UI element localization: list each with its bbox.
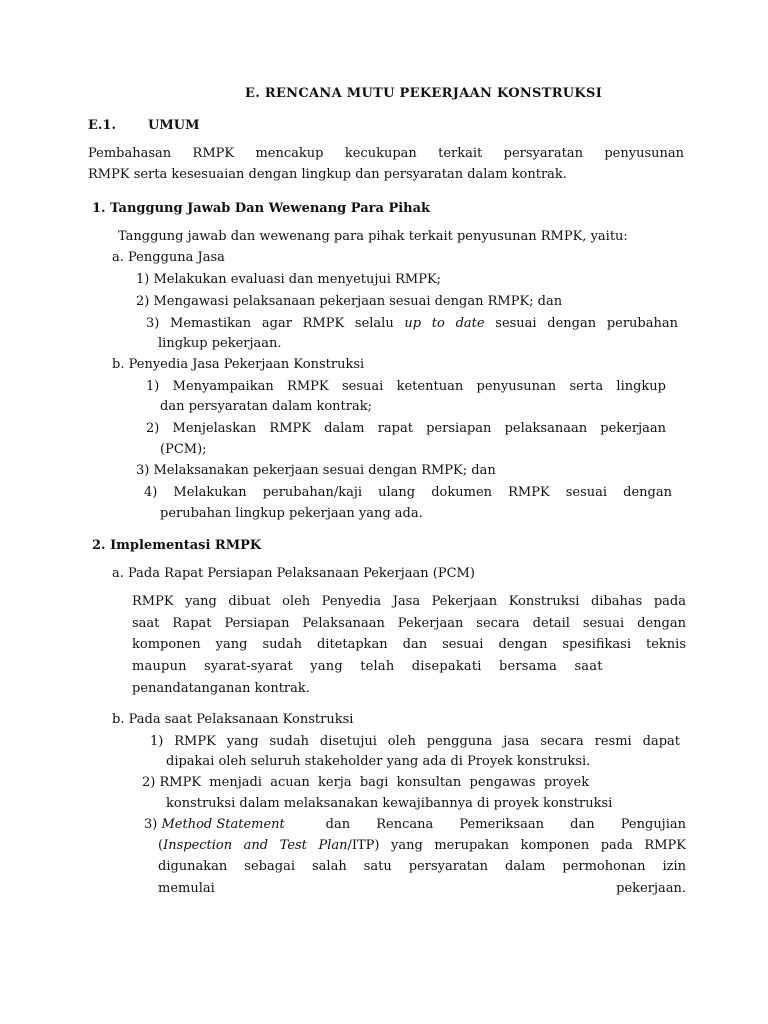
part2-b-item-3-line-2-text: /ITP) yang merupakan komponen pada RMPK (347, 838, 686, 853)
part1-a-label: a. Pengguna Jasa (112, 250, 225, 265)
part1-b-label: b. Penyedia Jasa Pekerjaan Konstruksi (112, 357, 365, 372)
part2-b-item-3 (144, 817, 686, 833)
part2-b-item-3-line-4-end: pekerjaan. (616, 881, 686, 896)
part1-b-item-1-cont: dan persyaratan dalam kontrak; (160, 399, 372, 414)
part2-a-para-line-2: saat Rapat Persiapan Pelaksanaan Pekerjaan secara detail sesuai dengan (132, 616, 686, 631)
part2-b-item-3-line-2-emphasis: Inspection and Test Plan (163, 838, 348, 853)
part2-b-label: b. Pada saat Pelaksanaan Konstruksi (112, 712, 354, 727)
part1-heading: 1. Tanggung Jawab Dan Wewenang Para Pihak (92, 201, 431, 216)
part1-lead: Tanggung jawab dan wewenang para pihak terkait penyusunan RMPK, yaitu: (118, 229, 628, 244)
intro-line-2: RMPK serta kesesuaian dengan lingkup dan persyaratan dalam kontrak. (88, 167, 567, 182)
part2-a-para-line-4-text: maupun syarat-syarat yang telah disepakati bersama saat (132, 659, 603, 674)
part2-a-para-line-4 (132, 659, 686, 675)
part2-a-para-line-5: penandatanganan kontrak. (132, 681, 310, 696)
part2-b-item-3-num (144, 817, 285, 833)
part1-b-item-1: 1) Menyampaikan RMPK sesuai ketentuan penyusunan serta lingkup (146, 379, 666, 394)
part1-a-item-3-text: 3) Memastikan agar RMPK selalu (146, 316, 405, 331)
part2-b-item-3-line-2 (158, 838, 686, 854)
part2-a-para-line-1: RMPK yang dibuat oleh Penyedia Jasa Pekerjaan Konstruksi dibahas pada (132, 594, 686, 609)
part2-a-para-line-3: komponen yang sudah ditetapkan dan sesuai dengan spesifikasi teknis (132, 637, 686, 652)
part2-heading: 2. Implementasi RMPK (92, 538, 262, 553)
document-title: E. RENCANA MUTU PEKERJAAN KONSTRUKSI (245, 86, 603, 101)
part1-a-item-3-text-end: sesuai dengan perubahan (484, 316, 678, 331)
part1-a-item-2: 2) Mengawasi pelaksanaan pekerjaan sesuai dengan RMPK; dan (136, 294, 563, 309)
part1-b-item-3: 3) Melaksanakan pekerjaan sesuai dengan RMPK; dan (136, 463, 496, 478)
part1-a-item-3-cont: lingkup pekerjaan. (158, 336, 282, 351)
part2-b-item-3-rest: dan Rencana Pemeriksaan dan Pengujian (299, 817, 686, 832)
part1-a-item-3-emphasis: up to date (404, 316, 485, 331)
part2-b-item-2: 2) RMPK menjadi acuan kerja bagi konsultan pengawas proyek (142, 775, 590, 790)
part2-a-label: a. Pada Rapat Persiapan Pelaksanaan Pekerjaan (PCM) (112, 566, 475, 581)
section-number: E.1. (88, 118, 117, 133)
part1-b-item-4-cont: perubahan lingkup pekerjaan yang ada. (160, 506, 423, 521)
part2-b-item-3-number: 3) (144, 817, 162, 832)
part2-b-item-1-cont: dipakai oleh seluruh stakeholder yang ada di Proyek konstruksi. (166, 754, 591, 769)
part2-b-item-1: 1) RMPK yang sudah disetujui oleh pengguna jasa secara resmi dapat (150, 734, 680, 749)
part2-b-item-3-line-4 (158, 881, 686, 897)
section-label: UMUM (148, 118, 200, 133)
part2-b-item-3-paren: ( (158, 838, 164, 853)
part2-b-item-3-line-4-start: memulai (158, 881, 215, 896)
part2-b-item-2-cont: konstruksi dalam melaksanakan kewajibannya di proyek konstruksi (166, 796, 613, 811)
part1-b-item-4: 4) Melakukan perubahan/kaji ulang dokumen RMPK sesuai dengan (144, 485, 672, 500)
part1-b-item-2-cont: (PCM); (160, 442, 207, 457)
part1-a-item-1: 1) Melakukan evaluasi dan menyetujui RMPK; (136, 272, 442, 287)
part1-a-item-3 (146, 316, 678, 332)
part2-b-item-3-emphasis: Method Statement (161, 817, 285, 832)
intro-line-1: Pembahasan RMPK mencakup kecukupan terkait persyaratan penyusunan (88, 146, 684, 161)
part1-b-item-2: 2) Menjelaskan RMPK dalam rapat persiapan pelaksanaan pekerjaan (146, 421, 666, 436)
part2-b-item-3-line-3: digunakan sebagai salah satu persyaratan dalam permohonan izin (158, 859, 686, 874)
